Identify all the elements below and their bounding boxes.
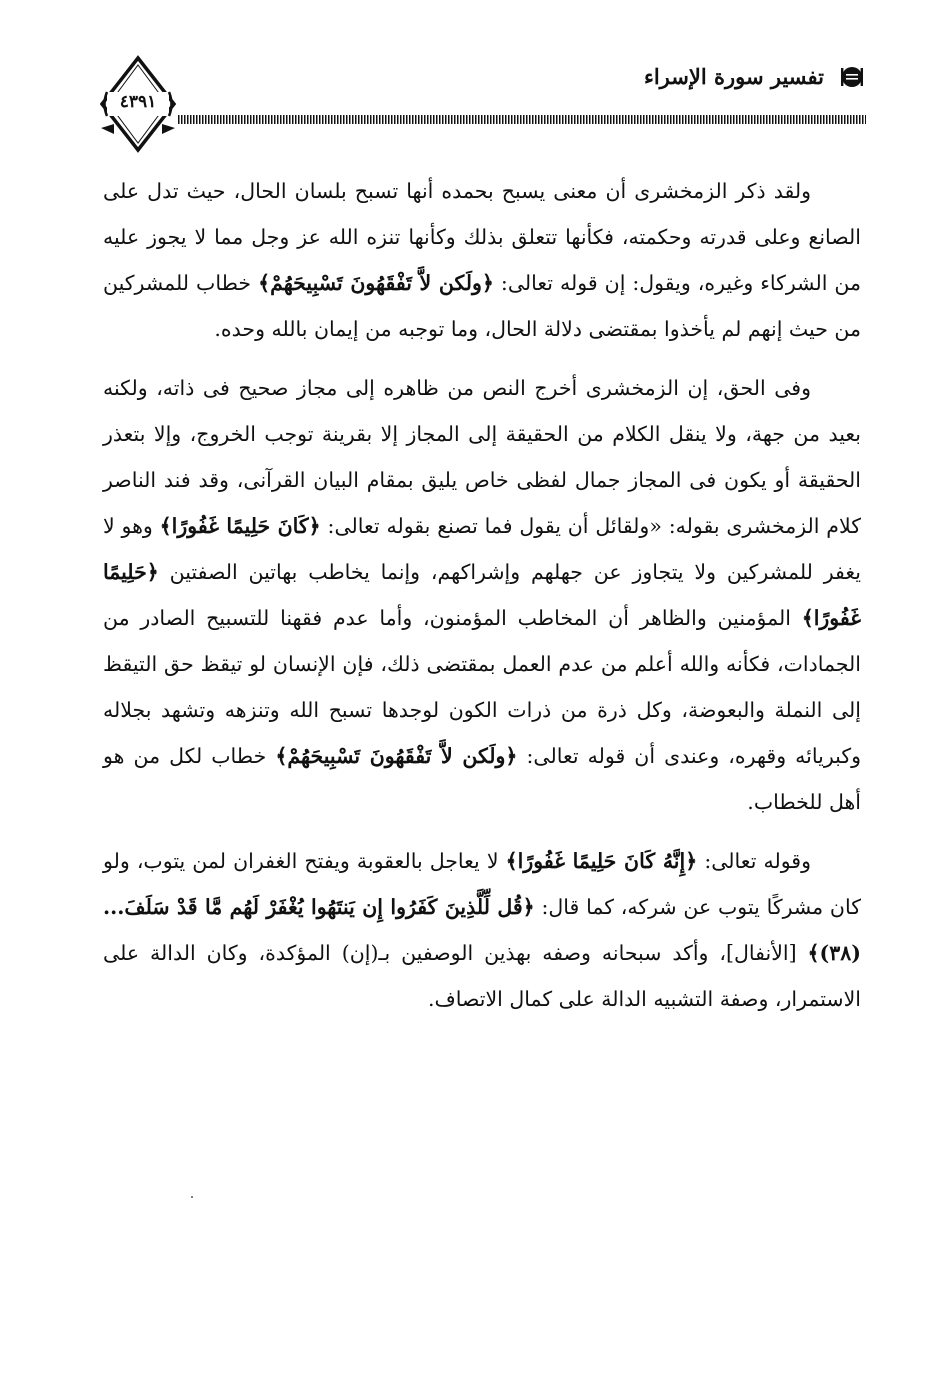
paragraph: وقوله تعالى: ﴿إِنَّهُ كَانَ حَلِيمًا غَفُورًا﴾ لا يعاجل بالعقوبة ويفتح الغفران لمن يتوب، ولو كان مشركًا يتوب عن شركه، كما قال: ﴿قُل لِّلَّذِينَ كَفَرُوا إِن يَنتَهُوا يُغْفَرْ لَهُم مَّا قَدْ سَلَفَ... (٣٨)﴾ [الأنفال]، وأكد سبحانه وصفه بهذين الوصفين بـ(إن) المؤكدة، وكان الدالة على الاستمرار، وصفة التشبيه الدالة على كمال الاتصاف. bbox=[103, 849, 861, 1011]
quran-verse: ﴿ولَكن لاَّ تَفْقَهُونَ تَسْبِيحَهُمْ﴾ bbox=[258, 271, 494, 295]
quran-verse: ﴿ولَكن لاَّ تَفْقَهُونَ تَسْبِيحَهُمْ﴾ bbox=[275, 744, 518, 768]
ornament-icon bbox=[838, 64, 866, 90]
stray-mark bbox=[191, 1196, 193, 1198]
quran-verse: ﴿كَانَ حَلِيمًا غَفُورًا﴾ bbox=[159, 514, 321, 538]
page-header bbox=[96, 52, 866, 162]
page-number: ٤٣٩١ bbox=[119, 92, 157, 112]
quran-verse: ﴿قُل لِّلَّذِينَ كَفَرُوا إِن يَنتَهُوا يُغْفَرْ لَهُم مَّا قَدْ سَلَفَ... (٣٨)﴾ bbox=[103, 895, 861, 965]
header-rule bbox=[178, 115, 866, 124]
main-text bbox=[103, 168, 861, 1035]
quran-verse: ﴿إِنَّهُ كَانَ حَلِيمًا غَفُورًا﴾ bbox=[505, 849, 698, 873]
running-title: تفسير سورة الإسراء bbox=[643, 64, 824, 89]
paragraph: ولقد ذكر الزمخشرى أن معنى يسبح بحمده أنها تسبح بلسان الحال، حيث تدل على الصانع وعلى قدرته وحكمته، فكأنها تتعلق بذلك وكأنها تنزه الله عز وجل مما لا يجوز عليه من الشركاء وغيره، ويقول: إن قوله تعالى: ﴿ولَكن لاَّ تَفْقَهُونَ تَسْبِيحَهُمْ﴾ خطاب للمشركين من حيث إنهم لم يأخذوا بمقتضى دلالة الحال، وما توجبه من إيمان بالله وحده. bbox=[103, 179, 861, 341]
quran-verse: ﴿حَلِيمًا غَفُورًا﴾ bbox=[103, 560, 861, 630]
paragraph: وفى الحق، إن الزمخشرى أخرج النص من ظاهره إلى مجاز صحيح فى ذاته، ولكنه بعيد من جهة، ولا ينقل الكلام من الحقيقة إلى المجاز إلا بقرينة توجب الخروج، وإلا بتعذر الحقيقة أو يكون فى المجاز جمال لفظى خاص يليق بمقام البيان القرآنى، وقد فند الناصر كلام الزمخشرى بقوله: «ولقائل أن يقول فما تصنع بقوله تعالى: ﴿كَانَ حَلِيمًا غَفُورًا﴾ وهو لا يغفر للمشركين ولا يتجاوز عن جهلهم وإشراكهم، وإنما يخاطب بهاتين الصفتين ﴿حَلِيمًا غَفُورًا﴾ المؤمنين والظاهر أن المخاطب المؤمنون، وأما عدم فقهنا للتسبيح الصادر من الجمادات، فكأنه والله أعلم من عدم العمل بمقتضى ذلك، فإن الإنسان لو تيقظ حق التيقظ إلى النملة والبعوضة، وكل ذرة من ذرات الكون لوجدها تسبح الله وتنزهه وتشهد بجلاله وكبريائه وقهره، وعندى أن قوله تعالى: ﴿ولَكن لاَّ تَفْقَهُونَ تَسْبِيحَهُمْ﴾ خطاب لكل من هو أهل للخطاب. bbox=[103, 376, 861, 814]
